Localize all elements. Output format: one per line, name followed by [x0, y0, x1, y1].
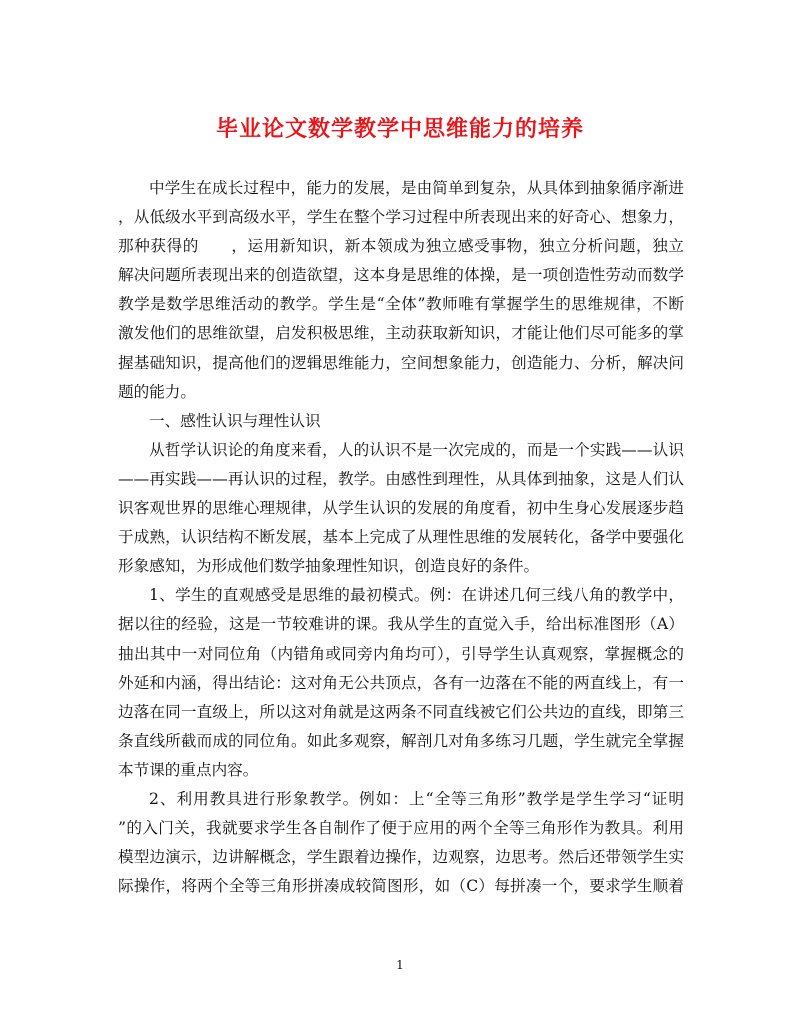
text-line: 于成熟，认识结构不断发展，基本上完成了从理性思维的发展转化，备学中要强化: [118, 528, 684, 547]
text-line: 从哲学认识论的角度来看，人的认识不是一次完成的，而是一个实践——认识: [149, 440, 684, 459]
page-number: 1: [396, 958, 404, 972]
text-line: 中学生在成长过程中，能力的发展，是由简单到复杂，从具体到抽象循序渐进: [149, 179, 684, 197]
text-line: 教学是数学思维活动的教学。学生是“全体”教师唯有掌握学生的思维规律，不断: [118, 295, 684, 314]
section-heading: 一、感性认识与理性认识: [149, 411, 321, 430]
text-line: 际操作，将两个全等三角形拼凑成较简图形，如（C）每拼凑一个，要求学生顺着: [118, 877, 684, 896]
text-line: 1、学生的直观感受是思维的最初模式。例：在讲述几何三线八角的教学中，: [149, 586, 684, 605]
text-line: 形象感知，为形成他们数学抽象理性知识，创造良好的条件。: [118, 557, 540, 576]
text-line: 握基础知识，提高他们的逻辑思维能力，空间想象能力，创造能力、分析，解决问: [118, 353, 684, 372]
text-line: 抽出其中一对同位角（内错角或同旁内角均可），引导学生认真观察，掌握概念的: [118, 644, 684, 663]
text-line: 激发他们的思维欲望，启发积极思维，主动获取新知识，才能让他们尽可能多的掌: [118, 324, 684, 343]
text-line: 解决问题所表现出来的创造欲望，这本身是思维的体操，是一项创造性劳动而数学: [118, 266, 684, 285]
text-line: 那种获得的 ，运用新知识，新本领成为独立感受事物，独立分析问题，独立: [118, 237, 684, 256]
text-line: 据以往的经验，这是一节较难讲的课。我从学生的直觉入手，给出标准图形（A）: [118, 615, 684, 634]
text-line: 2、利用教具进行形象教学。例如：上“全等三角形”教学是学生学习“证明: [149, 789, 684, 808]
text-line: 题的能力。: [118, 382, 196, 401]
text-line: 条直线所截而成的同位角。如此多观察，解剖几对角多练习几题，学生就完全掌握: [118, 731, 684, 750]
text-line: ”的入门关，我就要求学生各自制作了便于应用的两个全等三角形作为教具。利用: [118, 819, 684, 838]
text-line: ——再实践——再认识的过程，教学。由感性到理性，从具体到抽象，这是人们认: [118, 469, 684, 488]
text-line: 模型边演示，边讲解概念，学生跟着边操作，边观察，边思考。然后还带领学生实: [118, 848, 684, 867]
text-line: 外延和内涵，得出结论：这对角无公共顶点，各有一边落在不能的两直线上，有一: [118, 673, 684, 692]
body-text: [118, 174, 684, 901]
text-line: 本节课的重点内容。: [118, 760, 259, 779]
text-line: 识客观世界的思维心理规律，从学生认识的发展的角度看，初中生身心发展逐步趋: [118, 499, 684, 518]
text-line: 边落在同一直级上，所以这对角就是这两条不同直线被它们公共边的直线，即第三: [118, 702, 684, 721]
text-line: ，从低级水平到高级水平，学生在整个学习过程中所表现出来的好奇心、想象力，: [118, 208, 684, 227]
page-title: 毕业论文数学教学中思维能力的培养: [215, 116, 584, 142]
